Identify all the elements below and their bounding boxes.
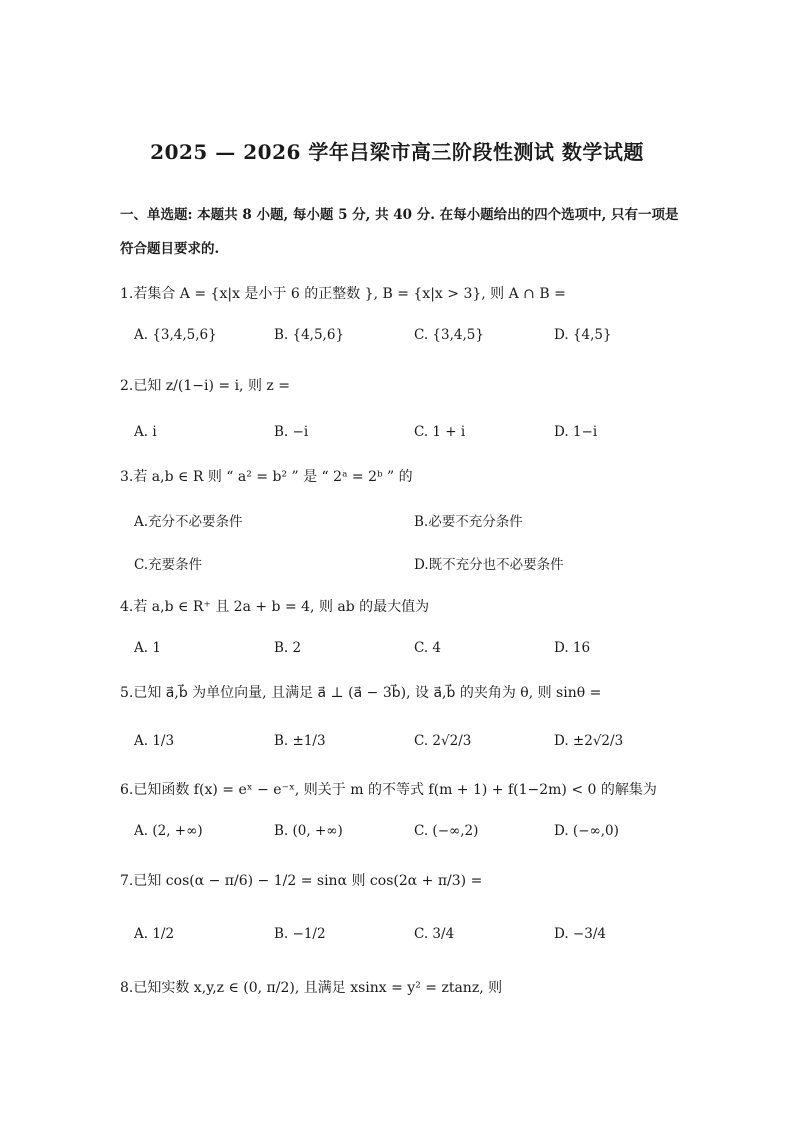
question-1-option-d: D. {4,5}	[554, 327, 612, 343]
question-1-option-c: C. {3,4,5}	[414, 327, 484, 343]
question-4-option-b: B. 2	[274, 640, 302, 656]
question-1-option-a: A. {3,4,5,6}	[134, 327, 217, 343]
question-3-option-c: C.充要条件	[134, 557, 203, 573]
question-3-stem: 3.若 a,b ∈ R 则 “ a² = b² ” 是 “ 2ᵃ = 2ᵇ ” 的	[120, 469, 413, 485]
question-5-stem: 5.已知 a⃗,b⃗ 为单位向量, 且满足 a⃗ ⊥ (a⃗ − 3b⃗), 设 a⃗,b⃗ 的夹角为 θ, 则 sinθ =	[120, 685, 602, 701]
section-heading-line2: 符合题目要求的.	[120, 241, 220, 257]
question-6-option-b: B. (0, +∞)	[274, 823, 343, 839]
question-5-option-b: B. ±1/3	[274, 733, 326, 749]
question-5-option-c: C. 2√2/3	[414, 733, 472, 749]
question-6-option-d: D. (−∞,0)	[554, 823, 619, 839]
question-1-stem: 1.若集合 A = {x|x 是小于 6 的正整数 }, B = {x|x > 3}, 则 A ∩ B =	[120, 286, 566, 302]
question-3-option-d: D.既不充分也不必要条件	[414, 557, 564, 573]
question-2-stem: 2.已知 z/(1−i) = i, 则 z =	[120, 378, 290, 394]
question-7-stem: 7.已知 cos(α − π/6) − 1/2 = sinα 则 cos(2α + π/3) =	[120, 873, 483, 889]
question-1-option-b: B. {4,5,6}	[274, 327, 345, 343]
section-heading-line1: 一、单选题: 本题共 8 小题, 每小题 5 分, 共 40 分. 在每小题给出的四个选项中, 只有一项是	[120, 207, 679, 223]
question-4-option-a: A. 1	[134, 640, 161, 656]
question-4-stem: 4.若 a,b ∈ R⁺ 且 2a + b = 4, 则 ab 的最大值为	[120, 599, 430, 615]
question-6-option-a: A. (2, +∞)	[134, 823, 203, 839]
question-7-option-d: D. −3/4	[554, 926, 606, 942]
question-2-option-d: D. 1−i	[554, 424, 598, 440]
question-3-option-b: B.必要不充分条件	[414, 514, 523, 530]
question-4-option-c: C. 4	[414, 640, 442, 656]
question-8-stem: 8.已知实数 x,y,z ∈ (0, π/2), 且满足 xsinx = y² = ztanz, 则	[120, 980, 503, 996]
question-3-option-a: A.充分不必要条件	[134, 514, 243, 530]
question-2-option-b: B. −i	[274, 424, 309, 440]
question-2-option-c: C. 1 + i	[414, 424, 466, 440]
question-2-option-a: A. i	[134, 424, 157, 440]
question-7-option-b: B. −1/2	[274, 926, 326, 942]
question-6-stem: 6.已知函数 f(x) = eˣ − e⁻ˣ, 则关于 m 的不等式 f(m + 1) + f(1−2m) < 0 的解集为	[120, 782, 657, 798]
question-5-option-d: D. ±2√2/3	[554, 733, 624, 749]
question-7-option-a: A. 1/2	[134, 926, 175, 942]
page-title: 2025 — 2026 学年吕梁市高三阶段性测试 数学试题	[150, 140, 644, 164]
question-5-option-a: A. 1/3	[134, 733, 175, 749]
question-7-option-c: C. 3/4	[414, 926, 455, 942]
question-6-option-c: C. (−∞,2)	[414, 823, 479, 839]
question-4-option-d: D. 16	[554, 640, 591, 656]
